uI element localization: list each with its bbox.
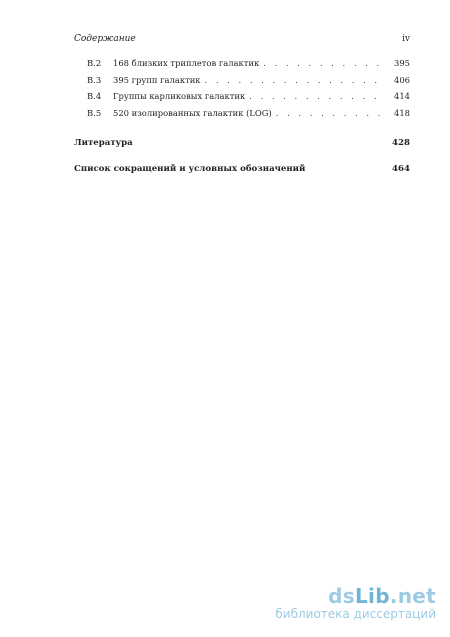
toc-chapter-literature[interactable]: [74, 138, 410, 148]
toc-entry-code: B.3: [87, 74, 102, 85]
toc-entry-page: 395: [394, 58, 410, 68]
toc-chapter-abbreviations[interactable]: [74, 164, 410, 174]
logo-part-net: .net: [389, 584, 436, 608]
running-header: [74, 34, 410, 44]
toc-entry-code: B.2: [87, 58, 102, 68]
dslib-watermark: [275, 585, 436, 621]
toc-chapter-title: Литература: [74, 138, 133, 148]
logo-part-lib: Lib: [355, 584, 390, 608]
table-of-contents: [74, 58, 410, 174]
header-title: Содержание: [74, 34, 136, 44]
toc-entry-title: 395 групп галактик: [113, 74, 201, 85]
toc-entry[interactable]: [74, 91, 410, 108]
toc-entry-page: 406: [394, 74, 410, 85]
toc-entry[interactable]: [74, 108, 410, 125]
toc-entry-code: B.4: [87, 91, 102, 101]
toc-leader-dots: [263, 58, 384, 68]
toc-leader-dots: [276, 108, 384, 118]
toc-entry-page: 414: [394, 91, 410, 101]
toc-entry-page: 418: [394, 107, 410, 118]
toc-chapter-title: Список сокращений и условных обозначений: [74, 164, 306, 174]
toc-entry-code: B.5: [87, 107, 102, 118]
header-page-number: iv: [402, 34, 410, 44]
watermark-subtitle: библиотека диссертаций: [275, 607, 436, 621]
toc-entry-title: 168 близких триплетов галактик: [113, 58, 260, 68]
toc-chapter-page: 464: [392, 164, 410, 174]
dslib-logo: [275, 585, 436, 607]
toc-chapter-page: 428: [392, 138, 410, 148]
toc-entry[interactable]: [74, 58, 410, 75]
logo-part-ds: ds: [328, 584, 355, 608]
toc-entry-title: Группы карликовых галактик: [113, 91, 246, 101]
toc-entry-title: 520 изолированных галактик (LOG): [113, 107, 272, 118]
toc-leader-dots: [205, 75, 384, 85]
toc-entry[interactable]: [74, 75, 410, 92]
toc-leader-dots: [249, 91, 384, 101]
